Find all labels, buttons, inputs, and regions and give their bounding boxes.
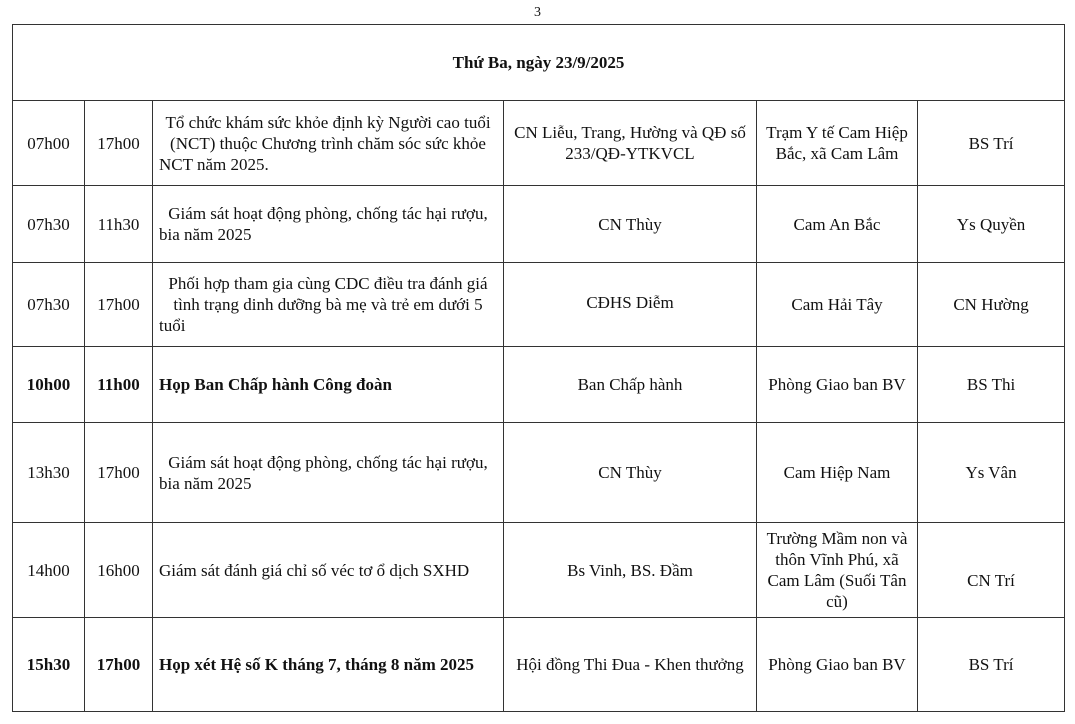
activity-content: Tổ chức khám sức khỏe định kỳ Người cao tuổi (NCT) thuộc Chương trình chăm sóc sức khỏe NCT năm 2025. xyxy=(153,101,504,186)
end-time: 17h00 xyxy=(85,618,153,712)
lead-person: BS Thi xyxy=(918,347,1065,423)
end-time: 17h00 xyxy=(85,423,153,523)
table-row xyxy=(13,618,1065,712)
table-row xyxy=(13,523,1065,618)
end-time: 11h00 xyxy=(85,347,153,423)
host-unit: Ban Chấp hành xyxy=(504,347,757,423)
table-row xyxy=(13,186,1065,263)
day-heading: Thứ Ba, ngày 23/9/2025 xyxy=(13,25,1065,101)
start-time: 15h30 xyxy=(13,618,85,712)
location: Phòng Giao ban BV xyxy=(757,618,918,712)
location: Cam Hải Tây xyxy=(757,263,918,347)
start-time: 14h00 xyxy=(13,523,85,618)
activity-content: Họp xét Hệ số K tháng 7, tháng 8 năm 2025 xyxy=(153,618,504,712)
end-time: 16h00 xyxy=(85,523,153,618)
host-unit: Hội đồng Thi Đua - Khen thưởng xyxy=(504,618,757,712)
host-unit: Bs Vinh, BS. Đầm xyxy=(504,523,757,618)
table-row xyxy=(13,263,1065,347)
host-unit: CN Liễu, Trang, Hường và QĐ số 233/QĐ-YTKVCL xyxy=(504,101,757,186)
page-number: 3 xyxy=(534,5,541,20)
activity-content: Giám sát đánh giá chỉ số véc tơ ổ dịch SXHD xyxy=(153,523,504,618)
location: Cam An Bắc xyxy=(757,186,918,263)
end-time: 17h00 xyxy=(85,101,153,186)
activity-content: Phối hợp tham gia cùng CDC điều tra đánh giá tình trạng dinh dưỡng bà mẹ và trẻ em dưới 5 tuổi xyxy=(153,263,504,347)
table-row xyxy=(13,347,1065,423)
activity-content: Giám sát hoạt động phòng, chống tác hại rượu, bia năm 2025 xyxy=(153,423,504,523)
table-row xyxy=(13,423,1065,523)
activity-content: Họp Ban Chấp hành Công đoàn xyxy=(153,347,504,423)
host-unit: CN Thùy xyxy=(504,186,757,263)
location: Trạm Y tế Cam Hiệp Bắc, xã Cam Lâm xyxy=(757,101,918,186)
activity-content: Giám sát hoạt động phòng, chống tác hại rượu, bia năm 2025 xyxy=(153,186,504,263)
lead-person: CN Hường xyxy=(918,263,1065,347)
host-unit: CĐHS Diễm xyxy=(504,263,757,347)
day-heading-row xyxy=(13,25,1065,101)
host-unit: CN Thùy xyxy=(504,423,757,523)
start-time: 07h30 xyxy=(13,263,85,347)
start-time: 10h00 xyxy=(13,347,85,423)
location: Phòng Giao ban BV xyxy=(757,347,918,423)
table-row xyxy=(13,101,1065,186)
location: Trường Mầm non và thôn Vĩnh Phú, xã Cam Lâm (Suối Tân cũ) xyxy=(757,523,918,618)
lead-person: Ys Vân xyxy=(918,423,1065,523)
lead-person: Ys Quyền xyxy=(918,186,1065,263)
end-time: 17h00 xyxy=(85,263,153,347)
lead-person: CN Trí xyxy=(918,523,1065,618)
location: Cam Hiệp Nam xyxy=(757,423,918,523)
start-time: 07h00 xyxy=(13,101,85,186)
lead-person: BS Trí xyxy=(918,618,1065,712)
start-time: 13h30 xyxy=(13,423,85,523)
start-time: 07h30 xyxy=(13,186,85,263)
schedule-table xyxy=(12,24,1065,712)
lead-person: BS Trí xyxy=(918,101,1065,186)
end-time: 11h30 xyxy=(85,186,153,263)
